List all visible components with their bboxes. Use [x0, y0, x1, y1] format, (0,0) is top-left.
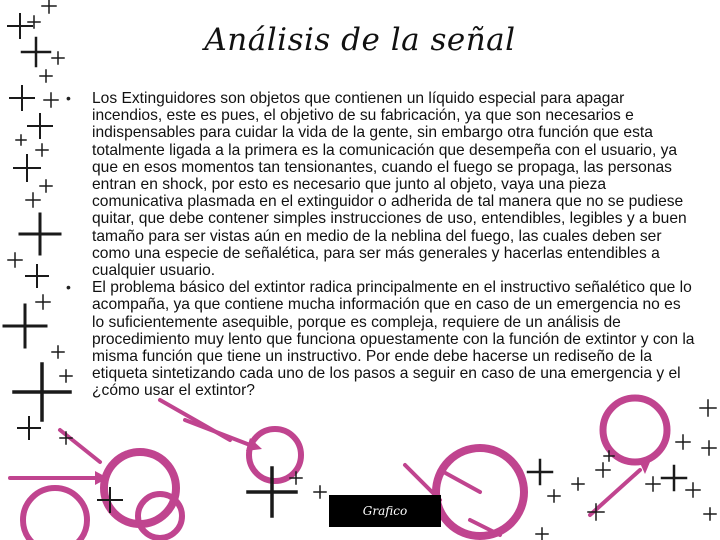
ring-decoration [249, 429, 301, 481]
list-item [60, 90, 696, 279]
arrow-head [640, 462, 650, 474]
connector-line [160, 400, 230, 440]
bullet-text: Los Extinguidores son objetos que contienen un líquido especial para apagar incendios, este es pues, el objetivo de su fabricación, ya que son necesarios e indispensables para cuidar la vida de la gente, sin embargo otra función que esta totalmente ligada a la primera es la comunicación que desempeña con el usuario, ya que en esos momentos tan tensionantes, cuando el fuego se propaga, las personas entran en shock, por esto es necesario que junto al objeto, vaya una pieza comunicativa plasmada en el extinguidor o adherida de tal manera que no se pudiese quitar, que debe contener simples instrucciones de uso, entendibles, legibles y a buen tamaño para ser vistas aún en medio de la neblina del fuego, las cuales deben ser como una especie de señalética, para ser más generales y hacerlas entendibles a cualquier usuario. [92, 90, 687, 280]
grafico-button[interactable]: Grafico [329, 495, 441, 527]
connector-line [590, 470, 640, 515]
list-item [60, 279, 696, 399]
slide-content [60, 90, 696, 400]
bullet-marker: • [66, 90, 71, 106]
slide-title: Análisis de la señal [204, 22, 516, 58]
bullet-text: El problema básico del extintor radica principalmente en el instructivo señalético que lo acompaña, ya que contiene mucha información que en caso de un emergencia no es lo suficientemente asequible, porque es compleja, requiere de un análisis de procedimiento muy lento que funciona opuestamente con la función de extintor y con la misma función que tiene un instructivo. Por ende debe hacerse un rediseño de la etiqueta sintetizando cada uno de los pasos a seguir en caso de una emergencia y el ¿cómo usar el extintor? [92, 279, 695, 400]
ring-decoration [603, 398, 667, 462]
ring-decoration [23, 488, 87, 540]
bullet-marker: • [66, 279, 71, 296]
connector-line [440, 470, 480, 492]
bullet-list [60, 90, 696, 400]
